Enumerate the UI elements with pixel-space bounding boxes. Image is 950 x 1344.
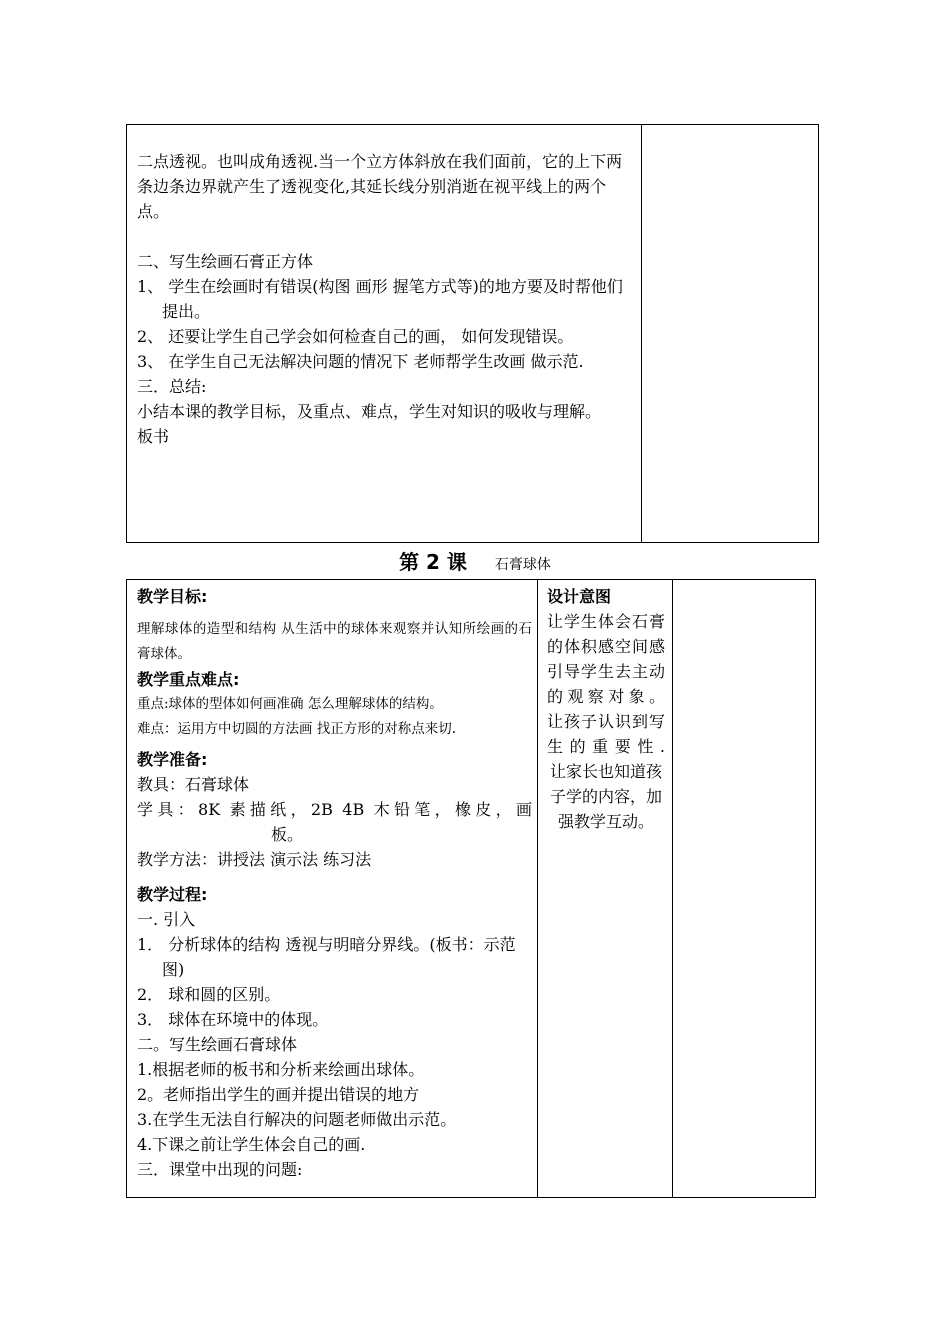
design-intent-heading: 设计意图 — [547, 587, 612, 606]
part-2-title: 二。写生绘画石膏球体 — [137, 1035, 298, 1054]
student-tools-line-1: 学具：8K 素描纸，2B 4B 木铅笔，橡皮，画 — [137, 800, 532, 819]
difficulty-text: 难点：运用方中切圆的方法画 找正方形的对称点来切. — [137, 721, 457, 737]
lesson-heading — [0, 546, 950, 575]
teaching-methods: 教学方法：讲授法 演示法 练习法 — [137, 850, 372, 869]
design-note-3: 让孩子认识到写生的重要性. — [547, 712, 665, 756]
part-1-item-2: 2． 球和圆的区别。 — [137, 985, 281, 1004]
part-2-item-2: 2。老师指出学生的画并提出错误的地方 — [137, 1085, 420, 1104]
column-divider-2 — [672, 580, 673, 1197]
lesson-plan-table-1 — [126, 124, 819, 543]
key-point-text: 重点:球体的型体如何画准确 怎么理解球体的结构。 — [137, 696, 443, 712]
goal-heading: 教学目标: — [137, 587, 208, 606]
process-heading: 教学过程: — [137, 885, 208, 904]
section-2-item-3: 3、 在学生自己无法解决问题的情况下 老师帮学生改画 做示范. — [137, 352, 584, 371]
board-label: 板书 — [137, 427, 170, 446]
process-cell — [137, 149, 637, 449]
part-2-item-3: 3.在学生无法自行解决的问题老师做出示范。 — [137, 1110, 457, 1129]
lesson-number: 第 2 课 — [399, 550, 467, 574]
part-2-item-4: 4.下课之前让学生体会自己的画. — [137, 1135, 366, 1154]
two-point-perspective-text: 二点透视。也叫成角透视.当一个立方体斜放在我们面前，它的上下两条边条边界就产生了透视变化,其延长线分别消逝在视平线上的两个点。 — [137, 152, 623, 221]
design-note-4: 让家长也知道孩子学的内容，加强教学互动。 — [549, 762, 662, 831]
lesson-name: 石膏球体 — [494, 557, 551, 573]
column-divider-1 — [537, 580, 538, 1197]
design-intent-cell — [547, 584, 665, 834]
design-note-2: 引导学生去主动的观察对象。 — [547, 662, 665, 706]
goal-text: 理解球体的造型和结构 从生活中的球体来观察并认知所绘画的石膏球体。 — [137, 621, 532, 662]
summary-text: 小结本课的教学目标，及重点、难点，学生对知识的吸收与理解。 — [137, 402, 602, 421]
lesson-plan-table-2 — [126, 579, 816, 1198]
teaching-content-cell — [137, 584, 532, 1182]
part-1-item-3: 3． 球体在环境中的体现。 — [137, 1010, 329, 1029]
section-2-item-2: 2、 还要让学生自己学会如何检查自己的画， 如何发现错误。 — [137, 327, 574, 346]
part-2-item-1: 1.根据老师的板书和分析来绘画出球体。 — [137, 1060, 425, 1079]
blank-line — [137, 224, 637, 249]
part-3-title: 三．课堂中出现的问题: — [137, 1160, 303, 1179]
section-3-title: 三．总结: — [137, 377, 207, 396]
part-1-title: 一. 引入 — [137, 910, 196, 929]
preparation-heading: 教学准备: — [137, 750, 208, 769]
key-points-heading: 教学重点难点: — [137, 670, 240, 689]
section-2-item-1: 1、 学生在绘画时有错误(构图 画形 握笔方式等)的地方要及时帮他们提出。 — [137, 277, 623, 321]
section-2-title: 二、写生绘画石膏正方体 — [137, 252, 314, 271]
part-1-item-1: 1． 分析球体的结构 透视与明暗分界线。(板书：示范图) — [137, 935, 516, 979]
teacher-tools: 教具：石膏球体 — [137, 775, 250, 794]
column-divider — [641, 125, 642, 542]
design-note-1: 让学生体会石膏的体积感空间感 — [547, 612, 665, 656]
student-tools-line-2: 板。 — [271, 825, 304, 844]
